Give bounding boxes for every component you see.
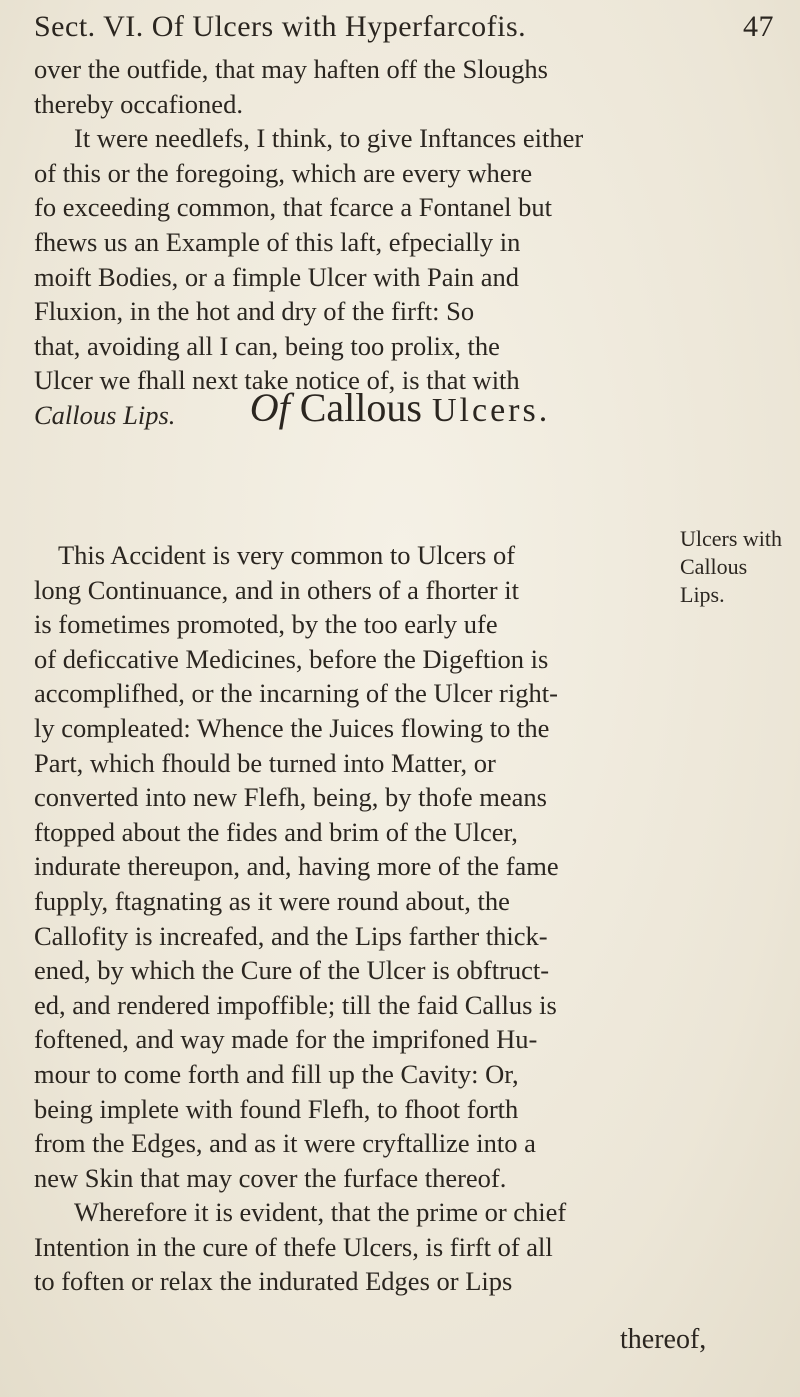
- text-line: This Accident is very common to Ulcers of: [58, 540, 516, 570]
- text-line: that, avoiding all I can, being too prolix, the: [34, 330, 500, 361]
- text-line: from the Edges, and as it were cryftallize into a: [34, 1128, 536, 1159]
- text-line: Part, which fhould be turned into Matter, or: [34, 747, 496, 778]
- heading-of: Of: [249, 385, 290, 430]
- text-line: ened, by which the Cure of the Ulcer is obftruct-: [34, 955, 550, 986]
- text-line: It were needlefs, I think, to give Inftances either: [74, 123, 584, 154]
- text-line: Callofity is increafed, and the Lips farther thick-: [34, 920, 548, 951]
- text-line: Ulcer we fhall next take notice of, is that with: [34, 365, 520, 396]
- margin-note-line: Ulcers with: [680, 526, 783, 551]
- text-line: accomplifhed, or the incarning of the Ulcer right-: [34, 678, 558, 709]
- text-line: fupply, ftagnating as it were round about, the: [34, 885, 510, 916]
- section-heading: [0, 384, 800, 431]
- text-line: indurate thereupon, and, having more of the fame: [34, 851, 559, 882]
- paragraph-one: [34, 52, 786, 433]
- text-line: fo exceeding common, that fcarce a Fontanel but: [34, 192, 553, 223]
- text-line: ed, and rendered impoffible; till the faid Callus is: [34, 989, 557, 1020]
- text-line: to foften or relax the indurated Edges or Lips: [34, 1266, 513, 1297]
- text-line: Callous Lips.: [34, 399, 176, 430]
- catchword: thereof,: [620, 1324, 707, 1355]
- margin-note-line: Callous: [680, 554, 748, 579]
- text-line: moift Bodies, or a fimple Ulcer with Pain and: [34, 261, 519, 292]
- text-line: long Continuance, and in others of a fhorter it: [34, 574, 519, 605]
- margin-note: [680, 525, 782, 609]
- text-line: ly compleated: Whence the Juices flowing to the: [34, 712, 550, 743]
- text-line: of this or the foregoing, which are every where: [34, 157, 533, 188]
- text-line: over the outfide, that may haften off the Sloughs: [34, 54, 548, 84]
- text-line: thereby occafioned.: [34, 88, 243, 119]
- running-title: Sect. VI. Of Ulcers with Hyperfarcofis.: [34, 10, 527, 43]
- text-line: Intention in the cure of thefe Ulcers, is firft of all: [34, 1231, 553, 1262]
- text-line: Fluxion, in the hot and dry of the firft: So: [34, 296, 475, 327]
- paragraph-two: [34, 538, 674, 1299]
- text-line: mour to come forth and fill up the Cavity: Or,: [34, 1058, 519, 1089]
- text-line: Wherefore it is evident, that the prime or chief: [74, 1197, 567, 1228]
- text-line: new Skin that may cover the furface thereof.: [34, 1162, 507, 1193]
- page-number: 47: [743, 10, 774, 43]
- text-line: foftened, and way made for the imprifoned Hu-: [34, 1024, 538, 1055]
- text-line: is fometimes promoted, by the too early ufe: [34, 609, 498, 640]
- text-line: of deficcative Medicines, before the Digeftion is: [34, 643, 549, 674]
- text-line: converted into new Flefh, being, by thofe means: [34, 782, 547, 813]
- margin-note-line: Lips.: [680, 582, 725, 607]
- text-line: fhews us an Example of this laft, efpecially in: [34, 226, 521, 257]
- heading-ulcers: Ulcers.: [431, 392, 551, 429]
- running-header: [34, 10, 774, 54]
- text-line: ftopped about the fides and brim of the Ulcer,: [34, 816, 518, 847]
- heading-callous: Callous: [299, 385, 422, 430]
- text-line: being implete with found Flefh, to fhoot forth: [34, 1093, 519, 1124]
